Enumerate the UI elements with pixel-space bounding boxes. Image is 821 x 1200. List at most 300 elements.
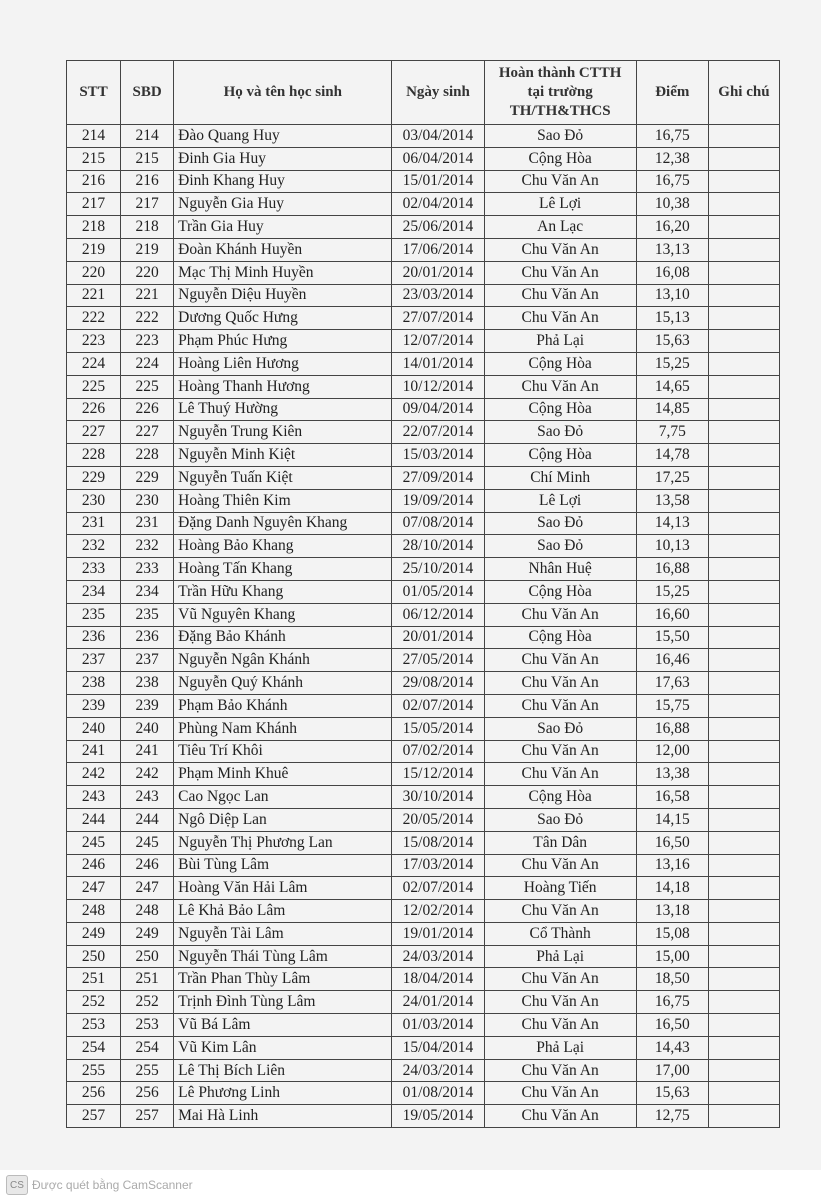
- cell-sbd: 218: [121, 216, 174, 239]
- cell-score: 12,75: [636, 1105, 708, 1128]
- cell-sbd: 243: [121, 786, 174, 809]
- cell-date-of-birth: 24/01/2014: [392, 991, 484, 1014]
- cell-note: [708, 877, 779, 900]
- cell-school: Chu Văn An: [484, 900, 636, 923]
- header-note: Ghi chú: [708, 61, 779, 125]
- cell-sbd: 241: [121, 740, 174, 763]
- table-row: [67, 1105, 780, 1128]
- cell-score: 16,20: [636, 216, 708, 239]
- cell-note: [708, 672, 779, 695]
- table-row: [67, 398, 780, 421]
- table-row: [67, 626, 780, 649]
- cell-student-name: Nguyễn Ngân Khánh: [174, 649, 392, 672]
- cell-score: 7,75: [636, 421, 708, 444]
- cell-note: [708, 854, 779, 877]
- cell-date-of-birth: 20/05/2014: [392, 808, 484, 831]
- camscanner-watermark: Được quét bằng CamScanner: [32, 1178, 193, 1192]
- cell-student-name: Bùi Tùng Lâm: [174, 854, 392, 877]
- cell-date-of-birth: 15/12/2014: [392, 763, 484, 786]
- cell-note: [708, 991, 779, 1014]
- table-row: [67, 330, 780, 353]
- cell-student-name: Hoàng Thiên Kim: [174, 489, 392, 512]
- cell-sbd: 229: [121, 466, 174, 489]
- cell-date-of-birth: 07/02/2014: [392, 740, 484, 763]
- cell-date-of-birth: 03/04/2014: [392, 125, 484, 148]
- cell-note: [708, 375, 779, 398]
- cell-school: Chu Văn An: [484, 1082, 636, 1105]
- cell-note: [708, 945, 779, 968]
- cell-sbd: 249: [121, 922, 174, 945]
- cell-note: [708, 1014, 779, 1037]
- cell-note: [708, 444, 779, 467]
- cell-sbd: 220: [121, 261, 174, 284]
- cell-note: [708, 330, 779, 353]
- cell-score: 15,13: [636, 307, 708, 330]
- cell-note: [708, 1082, 779, 1105]
- cell-date-of-birth: 12/07/2014: [392, 330, 484, 353]
- cell-student-name: Nguyễn Gia Huy: [174, 193, 392, 216]
- cell-score: 15,50: [636, 626, 708, 649]
- cell-stt: 245: [67, 831, 121, 854]
- cell-student-name: Nguyễn Diệu Huyền: [174, 284, 392, 307]
- cell-score: 16,60: [636, 603, 708, 626]
- cell-school: Chí Minh: [484, 466, 636, 489]
- cell-note: [708, 603, 779, 626]
- cell-date-of-birth: 27/07/2014: [392, 307, 484, 330]
- cell-date-of-birth: 23/03/2014: [392, 284, 484, 307]
- cell-sbd: 232: [121, 535, 174, 558]
- cell-stt: 239: [67, 694, 121, 717]
- cell-school: Lê Lợi: [484, 193, 636, 216]
- camscanner-footer: [0, 1170, 821, 1200]
- cell-stt: 215: [67, 147, 121, 170]
- cell-student-name: Hoàng Thanh Hương: [174, 375, 392, 398]
- cell-note: [708, 261, 779, 284]
- cell-score: 15,25: [636, 580, 708, 603]
- header-sbd: SBD: [121, 61, 174, 125]
- cell-note: [708, 808, 779, 831]
- table-row: [67, 694, 780, 717]
- cell-sbd: 248: [121, 900, 174, 923]
- cell-note: [708, 398, 779, 421]
- table-row: [67, 216, 780, 239]
- cell-stt: 249: [67, 922, 121, 945]
- cell-date-of-birth: 30/10/2014: [392, 786, 484, 809]
- table-row: [67, 444, 780, 467]
- cell-school: Chu Văn An: [484, 284, 636, 307]
- cell-sbd: 227: [121, 421, 174, 444]
- cell-sbd: 256: [121, 1082, 174, 1105]
- cell-sbd: 221: [121, 284, 174, 307]
- header-school-line3: TH/TH&THCS: [509, 103, 611, 119]
- cell-stt: 220: [67, 261, 121, 284]
- header-school: [484, 61, 636, 125]
- cell-student-name: Đoàn Khánh Huyền: [174, 238, 392, 261]
- table-row: [67, 1059, 780, 1082]
- table-row: [67, 922, 780, 945]
- table-row: [67, 558, 780, 581]
- cell-student-name: Đào Quang Huy: [174, 125, 392, 148]
- cell-stt: 222: [67, 307, 121, 330]
- table-body: [67, 125, 780, 1128]
- cell-date-of-birth: 07/08/2014: [392, 512, 484, 535]
- cell-note: [708, 125, 779, 148]
- cell-school: Phả Lại: [484, 330, 636, 353]
- table-header-row: [67, 61, 780, 125]
- cell-stt: 226: [67, 398, 121, 421]
- cell-student-name: Nguyễn Minh Kiệt: [174, 444, 392, 467]
- cell-stt: 230: [67, 489, 121, 512]
- table-row: [67, 352, 780, 375]
- cell-school: Cộng Hòa: [484, 786, 636, 809]
- cell-stt: 252: [67, 991, 121, 1014]
- cell-school: Chu Văn An: [484, 307, 636, 330]
- cell-school: Chu Văn An: [484, 238, 636, 261]
- table-row: [67, 763, 780, 786]
- cell-school: Sao Đỏ: [484, 512, 636, 535]
- cell-score: 12,38: [636, 147, 708, 170]
- table-row: [67, 238, 780, 261]
- table-row: [67, 261, 780, 284]
- cell-score: 16,50: [636, 1014, 708, 1037]
- camscanner-logo-icon: CS: [6, 1175, 28, 1195]
- table-row: [67, 1014, 780, 1037]
- cell-student-name: Lê Khả Bảo Lâm: [174, 900, 392, 923]
- cell-sbd: 240: [121, 717, 174, 740]
- cell-school: Chu Văn An: [484, 740, 636, 763]
- cell-date-of-birth: 02/07/2014: [392, 694, 484, 717]
- table-row: [67, 512, 780, 535]
- cell-student-name: Phùng Nam Khánh: [174, 717, 392, 740]
- cell-score: 15,25: [636, 352, 708, 375]
- cell-date-of-birth: 15/04/2014: [392, 1036, 484, 1059]
- cell-date-of-birth: 20/01/2014: [392, 626, 484, 649]
- cell-stt: 236: [67, 626, 121, 649]
- cell-date-of-birth: 25/10/2014: [392, 558, 484, 581]
- cell-school: Lê Lợi: [484, 489, 636, 512]
- cell-school: Chu Văn An: [484, 1059, 636, 1082]
- cell-score: 12,00: [636, 740, 708, 763]
- cell-school: Chu Văn An: [484, 375, 636, 398]
- cell-score: 16,88: [636, 558, 708, 581]
- cell-school: Cộng Hòa: [484, 444, 636, 467]
- cell-student-name: Phạm Phúc Hưng: [174, 330, 392, 353]
- cell-sbd: 234: [121, 580, 174, 603]
- cell-date-of-birth: 27/05/2014: [392, 649, 484, 672]
- cell-school: Sao Đỏ: [484, 535, 636, 558]
- cell-score: 14,13: [636, 512, 708, 535]
- cell-student-name: Hoàng Tấn Khang: [174, 558, 392, 581]
- cell-note: [708, 922, 779, 945]
- cell-score: 17,00: [636, 1059, 708, 1082]
- cell-school: Cộng Hòa: [484, 398, 636, 421]
- cell-student-name: Phạm Bảo Khánh: [174, 694, 392, 717]
- cell-student-name: Trần Phan Thùy Lâm: [174, 968, 392, 991]
- cell-date-of-birth: 24/03/2014: [392, 1059, 484, 1082]
- cell-date-of-birth: 06/12/2014: [392, 603, 484, 626]
- table-row: [67, 489, 780, 512]
- cell-stt: 235: [67, 603, 121, 626]
- cell-student-name: Mai Hà Linh: [174, 1105, 392, 1128]
- cell-stt: 241: [67, 740, 121, 763]
- cell-sbd: 251: [121, 968, 174, 991]
- cell-school: Chu Văn An: [484, 1014, 636, 1037]
- cell-sbd: 217: [121, 193, 174, 216]
- cell-note: [708, 1036, 779, 1059]
- cell-stt: 253: [67, 1014, 121, 1037]
- cell-stt: 243: [67, 786, 121, 809]
- cell-score: 16,46: [636, 649, 708, 672]
- table-row: [67, 831, 780, 854]
- cell-school: Sao Đỏ: [484, 717, 636, 740]
- cell-note: [708, 352, 779, 375]
- cell-score: 14,65: [636, 375, 708, 398]
- cell-school: Tân Dân: [484, 831, 636, 854]
- table-row: [67, 421, 780, 444]
- cell-stt: 229: [67, 466, 121, 489]
- cell-score: 15,63: [636, 330, 708, 353]
- cell-date-of-birth: 14/01/2014: [392, 352, 484, 375]
- header-school-line2: tại trường: [527, 84, 593, 100]
- cell-school: Chu Văn An: [484, 170, 636, 193]
- cell-stt: 237: [67, 649, 121, 672]
- cell-sbd: 236: [121, 626, 174, 649]
- cell-sbd: 230: [121, 489, 174, 512]
- cell-student-name: Tiêu Trí Khôi: [174, 740, 392, 763]
- cell-school: Chu Văn An: [484, 261, 636, 284]
- cell-score: 17,25: [636, 466, 708, 489]
- cell-score: 17,63: [636, 672, 708, 695]
- table-row: [67, 968, 780, 991]
- cell-score: 13,16: [636, 854, 708, 877]
- cell-school: Chu Văn An: [484, 649, 636, 672]
- cell-sbd: 222: [121, 307, 174, 330]
- cell-date-of-birth: 15/05/2014: [392, 717, 484, 740]
- cell-date-of-birth: 09/04/2014: [392, 398, 484, 421]
- cell-student-name: Nguyễn Tuấn Kiệt: [174, 466, 392, 489]
- cell-student-name: Trịnh Đình Tùng Lâm: [174, 991, 392, 1014]
- cell-student-name: Trần Hữu Khang: [174, 580, 392, 603]
- cell-student-name: Nguyễn Trung Kiên: [174, 421, 392, 444]
- cell-sbd: 239: [121, 694, 174, 717]
- cell-student-name: Dương Quốc Hưng: [174, 307, 392, 330]
- cell-note: [708, 193, 779, 216]
- cell-score: 13,38: [636, 763, 708, 786]
- cell-sbd: 214: [121, 125, 174, 148]
- cell-note: [708, 535, 779, 558]
- cell-stt: 217: [67, 193, 121, 216]
- cell-stt: 240: [67, 717, 121, 740]
- table-row: [67, 717, 780, 740]
- cell-stt: 242: [67, 763, 121, 786]
- table-row: [67, 808, 780, 831]
- table-row: [67, 991, 780, 1014]
- cell-student-name: Hoàng Liên Hương: [174, 352, 392, 375]
- cell-sbd: 238: [121, 672, 174, 695]
- cell-note: [708, 421, 779, 444]
- cell-sbd: 257: [121, 1105, 174, 1128]
- cell-student-name: Nguyễn Quý Khánh: [174, 672, 392, 695]
- cell-student-name: Nguyễn Thị Phương Lan: [174, 831, 392, 854]
- cell-score: 16,75: [636, 170, 708, 193]
- cell-sbd: 226: [121, 398, 174, 421]
- cell-score: 14,85: [636, 398, 708, 421]
- cell-sbd: 235: [121, 603, 174, 626]
- cell-score: 16,88: [636, 717, 708, 740]
- cell-sbd: 245: [121, 831, 174, 854]
- cell-student-name: Hoàng Văn Hải Lâm: [174, 877, 392, 900]
- cell-note: [708, 626, 779, 649]
- cell-school: Chu Văn An: [484, 854, 636, 877]
- table-row: [67, 284, 780, 307]
- cell-score: 18,50: [636, 968, 708, 991]
- cell-note: [708, 512, 779, 535]
- table-row: [67, 1082, 780, 1105]
- cell-date-of-birth: 22/07/2014: [392, 421, 484, 444]
- cell-stt: 218: [67, 216, 121, 239]
- cell-note: [708, 763, 779, 786]
- table-row: [67, 854, 780, 877]
- table-row: [67, 786, 780, 809]
- table-row: [67, 375, 780, 398]
- cell-sbd: 219: [121, 238, 174, 261]
- cell-stt: 251: [67, 968, 121, 991]
- cell-score: 14,43: [636, 1036, 708, 1059]
- cell-stt: 256: [67, 1082, 121, 1105]
- cell-stt: 228: [67, 444, 121, 467]
- cell-score: 16,75: [636, 991, 708, 1014]
- cell-school: Phả Lại: [484, 1036, 636, 1059]
- cell-sbd: 255: [121, 1059, 174, 1082]
- cell-note: [708, 786, 779, 809]
- cell-score: 15,75: [636, 694, 708, 717]
- cell-score: 16,50: [636, 831, 708, 854]
- cell-school: Chu Văn An: [484, 603, 636, 626]
- cell-note: [708, 968, 779, 991]
- cell-score: 14,15: [636, 808, 708, 831]
- cell-score: 13,58: [636, 489, 708, 512]
- cell-school: Cộng Hòa: [484, 147, 636, 170]
- cell-student-name: Mạc Thị Minh Huyền: [174, 261, 392, 284]
- cell-score: 10,38: [636, 193, 708, 216]
- cell-sbd: 233: [121, 558, 174, 581]
- table-row: [67, 193, 780, 216]
- cell-school: Chu Văn An: [484, 694, 636, 717]
- cell-date-of-birth: 02/04/2014: [392, 193, 484, 216]
- table-row: [67, 1036, 780, 1059]
- cell-student-name: Vũ Kim Lân: [174, 1036, 392, 1059]
- cell-student-name: Cao Ngọc Lan: [174, 786, 392, 809]
- cell-date-of-birth: 17/03/2014: [392, 854, 484, 877]
- cell-sbd: 242: [121, 763, 174, 786]
- cell-score: 15,63: [636, 1082, 708, 1105]
- cell-score: 10,13: [636, 535, 708, 558]
- cell-score: 15,08: [636, 922, 708, 945]
- cell-school: Chu Văn An: [484, 672, 636, 695]
- cell-school: An Lạc: [484, 216, 636, 239]
- cell-student-name: Đinh Khang Huy: [174, 170, 392, 193]
- cell-sbd: 250: [121, 945, 174, 968]
- cell-school: Sao Đỏ: [484, 421, 636, 444]
- cell-score: 13,13: [636, 238, 708, 261]
- student-score-table: [66, 60, 780, 1128]
- cell-school: Sao Đỏ: [484, 808, 636, 831]
- cell-school: Cổ Thành: [484, 922, 636, 945]
- cell-student-name: Phạm Minh Khuê: [174, 763, 392, 786]
- cell-stt: 244: [67, 808, 121, 831]
- cell-student-name: Vũ Bá Lâm: [174, 1014, 392, 1037]
- cell-sbd: 254: [121, 1036, 174, 1059]
- cell-note: [708, 147, 779, 170]
- cell-date-of-birth: 15/01/2014: [392, 170, 484, 193]
- cell-student-name: Đặng Bảo Khánh: [174, 626, 392, 649]
- cell-note: [708, 489, 779, 512]
- cell-score: 14,78: [636, 444, 708, 467]
- cell-student-name: Đinh Gia Huy: [174, 147, 392, 170]
- cell-date-of-birth: 02/07/2014: [392, 877, 484, 900]
- cell-stt: 234: [67, 580, 121, 603]
- cell-stt: 255: [67, 1059, 121, 1082]
- cell-student-name: Ngô Diệp Lan: [174, 808, 392, 831]
- table-row: [67, 900, 780, 923]
- cell-date-of-birth: 06/04/2014: [392, 147, 484, 170]
- cell-note: [708, 717, 779, 740]
- cell-note: [708, 1105, 779, 1128]
- cell-note: [708, 170, 779, 193]
- cell-note: [708, 284, 779, 307]
- cell-date-of-birth: 15/08/2014: [392, 831, 484, 854]
- cell-stt: 214: [67, 125, 121, 148]
- cell-student-name: Hoàng Bảo Khang: [174, 535, 392, 558]
- cell-school: Cộng Hòa: [484, 626, 636, 649]
- cell-sbd: 215: [121, 147, 174, 170]
- cell-student-name: Nguyễn Thái Tùng Lâm: [174, 945, 392, 968]
- cell-note: [708, 216, 779, 239]
- cell-school: Sao Đỏ: [484, 125, 636, 148]
- cell-stt: 254: [67, 1036, 121, 1059]
- cell-sbd: 244: [121, 808, 174, 831]
- cell-stt: 216: [67, 170, 121, 193]
- cell-note: [708, 740, 779, 763]
- cell-stt: 224: [67, 352, 121, 375]
- cell-school: Chu Văn An: [484, 968, 636, 991]
- cell-note: [708, 558, 779, 581]
- table-row: [67, 125, 780, 148]
- cell-note: [708, 238, 779, 261]
- cell-sbd: 216: [121, 170, 174, 193]
- cell-student-name: Lê Phương Linh: [174, 1082, 392, 1105]
- table-row: [67, 466, 780, 489]
- cell-date-of-birth: 20/01/2014: [392, 261, 484, 284]
- cell-score: 15,00: [636, 945, 708, 968]
- table-row: [67, 672, 780, 695]
- table-row: [67, 649, 780, 672]
- cell-stt: 250: [67, 945, 121, 968]
- cell-student-name: Đặng Danh Nguyên Khang: [174, 512, 392, 535]
- cell-school: Nhân Huệ: [484, 558, 636, 581]
- cell-score: 13,10: [636, 284, 708, 307]
- header-stt: STT: [67, 61, 121, 125]
- cell-sbd: 252: [121, 991, 174, 1014]
- cell-stt: 227: [67, 421, 121, 444]
- cell-school: Cộng Hòa: [484, 580, 636, 603]
- cell-date-of-birth: 25/06/2014: [392, 216, 484, 239]
- cell-date-of-birth: 29/08/2014: [392, 672, 484, 695]
- cell-stt: 219: [67, 238, 121, 261]
- cell-sbd: 224: [121, 352, 174, 375]
- cell-date-of-birth: 15/03/2014: [392, 444, 484, 467]
- cell-stt: 247: [67, 877, 121, 900]
